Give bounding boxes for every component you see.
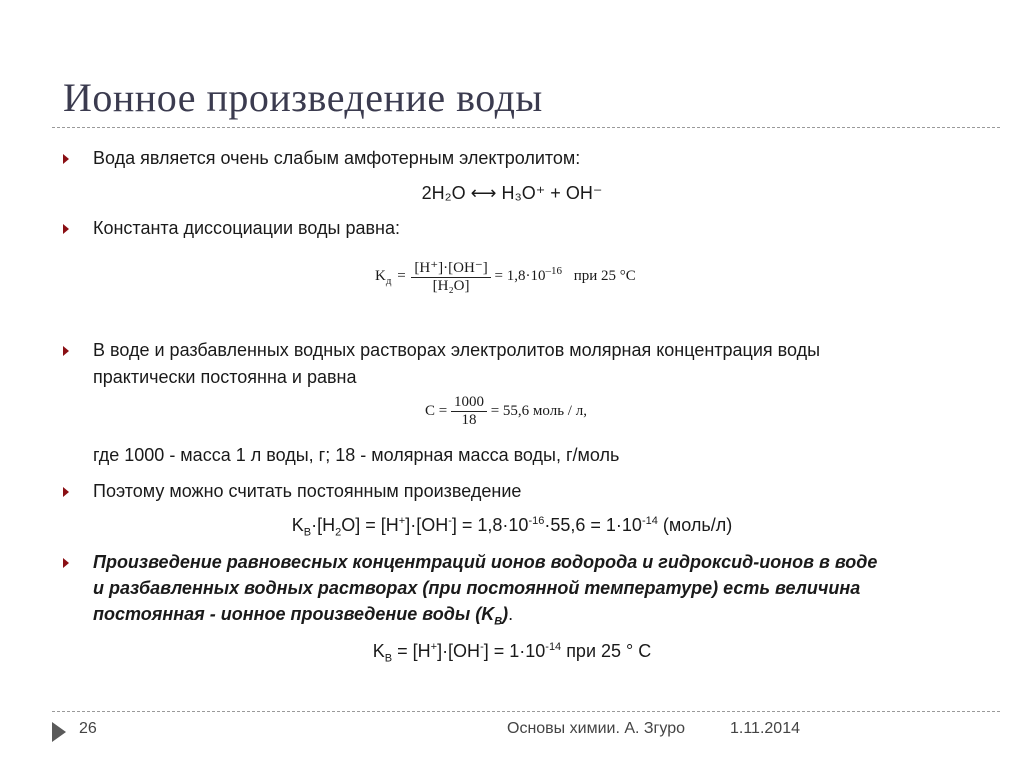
kd-exponent: –16 bbox=[545, 264, 562, 277]
equation-concentration bbox=[425, 394, 587, 429]
bullet-marker-icon bbox=[63, 558, 69, 568]
kd-symbol: K bbox=[375, 267, 386, 284]
slide-arrow-icon bbox=[52, 722, 66, 742]
bullet-3-line-1: В воде и разбавленных водных растворах электролитов молярная концентрация воды bbox=[93, 340, 821, 360]
title-divider bbox=[52, 127, 1000, 128]
c-value: = 55,6 моль / л, bbox=[490, 402, 587, 419]
bullet-4-text: Поэтому можно считать постоянным произведение bbox=[93, 481, 522, 501]
c-symbol: C = bbox=[425, 402, 448, 419]
bullet-5-line-1: Произведение равновесных концентраций ионов водорода и гидроксид-ионов в воде bbox=[93, 552, 878, 572]
slide-title: Ионное произведение воды bbox=[63, 75, 543, 120]
equation-ionic-product: $K_B\cdot[H_2O] = [H^+]\cdot[OH^-] = 1,8\cdot 10^{-16}\cdot 55,6 = 1\cdot 10^{-14}$ (моль/л) bbox=[291, 515, 733, 539]
kd-value: = 1,8·10 bbox=[494, 267, 546, 284]
kd-fraction bbox=[411, 258, 490, 295]
bullet-1-text: Вода является очень слабым амфотерным электролитом: bbox=[93, 148, 581, 168]
bullet-5-line-2: и разбавленных водных растворах (при постоянной температуре) есть величина bbox=[93, 578, 861, 598]
footer-divider bbox=[52, 711, 1000, 712]
equation-kd: $K_д$ = $\frac{[H^+]\cdot[OH^-]}{\text{[H₂O]}}$ = $1,8\cdot 10^{-16}$ при 25 °C bbox=[375, 260, 636, 294]
kd-condition: при 25 °C bbox=[573, 267, 636, 284]
where-note: где 1000 - масса 1 л воды, г; 18 - молярная масса воды, г/моль bbox=[93, 445, 620, 465]
course-author: Основы химии. А. Згуро bbox=[507, 720, 686, 737]
c-fraction bbox=[451, 394, 487, 429]
equation-kw: $K_B = [H^+]\cdot[OH^-] = 1\cdot 10^{-14}$ при 25 ° С bbox=[372, 641, 652, 665]
kd-denominator: [H₂O] bbox=[432, 278, 470, 294]
bullet-marker-icon bbox=[63, 487, 69, 497]
bullet-marker-icon bbox=[63, 346, 69, 356]
bullet-3-line-2: практически постоянна и равна bbox=[93, 367, 357, 387]
bullet-marker-icon bbox=[63, 224, 69, 234]
footer-date: 1.11.2014 bbox=[730, 720, 800, 737]
page-number: 26 bbox=[79, 720, 97, 737]
bullet-2-text: Константа диссоциации воды равна: bbox=[93, 218, 401, 238]
kd-subscript: д bbox=[385, 274, 392, 287]
c-denominator: 18 bbox=[461, 412, 477, 428]
c-numerator: 1000 bbox=[451, 394, 487, 412]
kd-numerator: [H⁺]·[OH⁻] bbox=[411, 258, 490, 278]
equation-dissociation: 2H₂O ⟷ H₃O⁺ + OH⁻ bbox=[421, 183, 603, 203]
bullet-marker-icon bbox=[63, 154, 69, 164]
bullet-5-line-3: постоянная - ионное произведение воды $(K_B)$. bbox=[93, 604, 514, 628]
